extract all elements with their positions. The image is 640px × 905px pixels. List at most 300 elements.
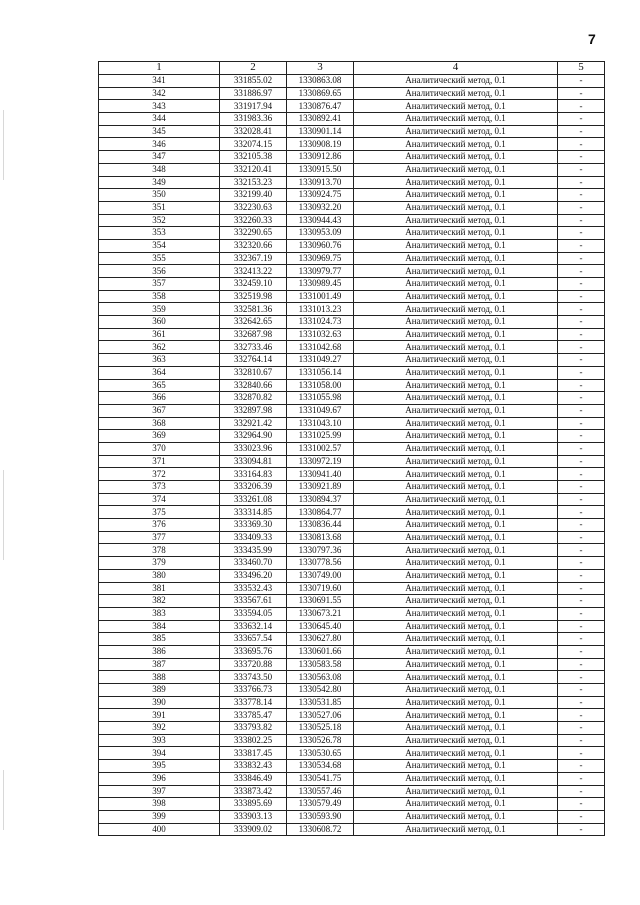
note-cell: - (558, 227, 605, 240)
y-coordinate-cell: 1330921.89 (287, 481, 354, 494)
point-number-cell: 391 (99, 709, 220, 722)
method-cell: Аналитический метод, 0.1 (354, 227, 558, 240)
note-cell: - (558, 113, 605, 126)
table-row (99, 151, 605, 164)
method-cell: Аналитический метод, 0.1 (354, 810, 558, 823)
point-number-cell: 358 (99, 290, 220, 303)
point-number-cell: 369 (99, 430, 220, 443)
x-coordinate-cell: 333206.39 (220, 481, 287, 494)
point-number-cell: 345 (99, 125, 220, 138)
note-cell: - (558, 493, 605, 506)
x-coordinate-cell: 333909.02 (220, 823, 287, 836)
x-coordinate-cell: 333720.88 (220, 658, 287, 671)
y-coordinate-cell: 1330645.40 (287, 620, 354, 633)
x-coordinate-cell: 332810.67 (220, 366, 287, 379)
note-cell: - (558, 633, 605, 646)
y-coordinate-cell: 1330901.14 (287, 125, 354, 138)
method-cell: Аналитический метод, 0.1 (354, 582, 558, 595)
method-cell: Аналитический метод, 0.1 (354, 252, 558, 265)
note-cell: - (558, 151, 605, 164)
table-row (99, 87, 605, 100)
table-row (99, 100, 605, 113)
method-cell: Аналитический метод, 0.1 (354, 747, 558, 760)
header-col-1: 1 (99, 62, 220, 75)
method-cell: Аналитический метод, 0.1 (354, 328, 558, 341)
note-cell: - (558, 328, 605, 341)
table-row (99, 252, 605, 265)
y-coordinate-cell: 1331042.68 (287, 341, 354, 354)
note-cell: - (558, 189, 605, 202)
x-coordinate-cell: 332733.46 (220, 341, 287, 354)
x-coordinate-cell: 332199.40 (220, 189, 287, 202)
y-coordinate-cell: 1330912.86 (287, 151, 354, 164)
x-coordinate-cell: 332764.14 (220, 354, 287, 367)
method-cell: Аналитический метод, 0.1 (354, 633, 558, 646)
table-row (99, 531, 605, 544)
method-cell: Аналитический метод, 0.1 (354, 290, 558, 303)
note-cell: - (558, 684, 605, 697)
x-coordinate-cell: 331886.97 (220, 87, 287, 100)
y-coordinate-cell: 1331032.63 (287, 328, 354, 341)
note-cell: - (558, 671, 605, 684)
method-cell: Аналитический метод, 0.1 (354, 163, 558, 176)
table-row (99, 404, 605, 417)
x-coordinate-cell: 333261.08 (220, 493, 287, 506)
method-cell: Аналитический метод, 0.1 (354, 658, 558, 671)
table-row (99, 506, 605, 519)
method-cell: Аналитический метод, 0.1 (354, 392, 558, 405)
y-coordinate-cell: 1330530.65 (287, 747, 354, 760)
y-coordinate-cell: 1330749.00 (287, 569, 354, 582)
x-coordinate-cell: 332320.66 (220, 239, 287, 252)
point-number-cell: 377 (99, 531, 220, 544)
note-cell: - (558, 595, 605, 608)
method-cell: Аналитический метод, 0.1 (354, 278, 558, 291)
y-coordinate-cell: 1331058.00 (287, 379, 354, 392)
note-cell: - (558, 252, 605, 265)
x-coordinate-cell: 333532.43 (220, 582, 287, 595)
table-row (99, 201, 605, 214)
x-coordinate-cell: 333460.70 (220, 557, 287, 570)
x-coordinate-cell: 332120.41 (220, 163, 287, 176)
table-row (99, 772, 605, 785)
y-coordinate-cell: 1331013.23 (287, 303, 354, 316)
table-row (99, 214, 605, 227)
table-row (99, 278, 605, 291)
method-cell: Аналитический метод, 0.1 (354, 481, 558, 494)
note-cell: - (558, 785, 605, 798)
x-coordinate-cell: 333766.73 (220, 684, 287, 697)
point-number-cell: 359 (99, 303, 220, 316)
point-number-cell: 388 (99, 671, 220, 684)
point-number-cell: 356 (99, 265, 220, 278)
table-row (99, 734, 605, 747)
note-cell: - (558, 658, 605, 671)
table-row (99, 189, 605, 202)
x-coordinate-cell: 332367.19 (220, 252, 287, 265)
point-number-cell: 365 (99, 379, 220, 392)
point-number-cell: 362 (99, 341, 220, 354)
method-cell: Аналитический метод, 0.1 (354, 87, 558, 100)
note-cell: - (558, 278, 605, 291)
x-coordinate-cell: 333903.13 (220, 810, 287, 823)
y-coordinate-cell: 1330869.65 (287, 87, 354, 100)
y-coordinate-cell: 1330813.68 (287, 531, 354, 544)
table-row (99, 366, 605, 379)
table-row (99, 722, 605, 735)
note-cell: - (558, 582, 605, 595)
y-coordinate-cell: 1330563.08 (287, 671, 354, 684)
method-cell: Аналитический метод, 0.1 (354, 113, 558, 126)
point-number-cell: 395 (99, 760, 220, 773)
table-row (99, 798, 605, 811)
x-coordinate-cell: 332921.42 (220, 417, 287, 430)
method-cell: Аналитический метод, 0.1 (354, 506, 558, 519)
note-cell: - (558, 138, 605, 151)
note-cell: - (558, 366, 605, 379)
y-coordinate-cell: 1331001.49 (287, 290, 354, 303)
y-coordinate-cell: 1330972.19 (287, 455, 354, 468)
note-cell: - (558, 125, 605, 138)
y-coordinate-cell: 1330953.09 (287, 227, 354, 240)
page-number: 7 (588, 31, 596, 47)
x-coordinate-cell: 333632.14 (220, 620, 287, 633)
point-number-cell: 371 (99, 455, 220, 468)
method-cell: Аналитический метод, 0.1 (354, 176, 558, 189)
x-coordinate-cell: 332074.15 (220, 138, 287, 151)
method-cell: Аналитический метод, 0.1 (354, 303, 558, 316)
point-number-cell: 363 (99, 354, 220, 367)
note-cell: - (558, 163, 605, 176)
note-cell: - (558, 734, 605, 747)
note-cell: - (558, 823, 605, 836)
method-cell: Аналитический метод, 0.1 (354, 645, 558, 658)
note-cell: - (558, 772, 605, 785)
table-row (99, 607, 605, 620)
point-number-cell: 367 (99, 404, 220, 417)
y-coordinate-cell: 1330541.75 (287, 772, 354, 785)
point-number-cell: 357 (99, 278, 220, 291)
point-number-cell: 355 (99, 252, 220, 265)
note-cell: - (558, 379, 605, 392)
method-cell: Аналитический метод, 0.1 (354, 341, 558, 354)
method-cell: Аналитический метод, 0.1 (354, 379, 558, 392)
point-number-cell: 354 (99, 239, 220, 252)
point-number-cell: 394 (99, 747, 220, 760)
method-cell: Аналитический метод, 0.1 (354, 442, 558, 455)
point-number-cell: 370 (99, 442, 220, 455)
point-number-cell: 390 (99, 696, 220, 709)
x-coordinate-cell: 332642.65 (220, 316, 287, 329)
note-cell: - (558, 481, 605, 494)
note-cell: - (558, 519, 605, 532)
table-row (99, 481, 605, 494)
y-coordinate-cell: 1330924.75 (287, 189, 354, 202)
note-cell: - (558, 442, 605, 455)
x-coordinate-cell: 333314.85 (220, 506, 287, 519)
x-coordinate-cell: 332964.90 (220, 430, 287, 443)
method-cell: Аналитический метод, 0.1 (354, 417, 558, 430)
method-cell: Аналитический метод, 0.1 (354, 75, 558, 88)
method-cell: Аналитический метод, 0.1 (354, 100, 558, 113)
method-cell: Аналитический метод, 0.1 (354, 531, 558, 544)
method-cell: Аналитический метод, 0.1 (354, 709, 558, 722)
y-coordinate-cell: 1331002.57 (287, 442, 354, 455)
point-number-cell: 373 (99, 481, 220, 494)
method-cell: Аналитический метод, 0.1 (354, 265, 558, 278)
note-cell: - (558, 722, 605, 735)
header-col-2: 2 (220, 62, 287, 75)
header-col-3: 3 (287, 62, 354, 75)
x-coordinate-cell: 331855.02 (220, 75, 287, 88)
x-coordinate-cell: 332260.33 (220, 214, 287, 227)
header-col-5: 5 (558, 62, 605, 75)
note-cell: - (558, 798, 605, 811)
note-cell: - (558, 214, 605, 227)
x-coordinate-cell: 332230.63 (220, 201, 287, 214)
note-cell: - (558, 404, 605, 417)
table-row (99, 125, 605, 138)
note-cell: - (558, 87, 605, 100)
y-coordinate-cell: 1330557.46 (287, 785, 354, 798)
y-coordinate-cell: 1331025.99 (287, 430, 354, 443)
y-coordinate-cell: 1330960.76 (287, 239, 354, 252)
note-cell: - (558, 303, 605, 316)
point-number-cell: 381 (99, 582, 220, 595)
table-row (99, 430, 605, 443)
table-row (99, 138, 605, 151)
note-cell: - (558, 341, 605, 354)
table-row (99, 354, 605, 367)
y-coordinate-cell: 1330989.45 (287, 278, 354, 291)
method-cell: Аналитический метод, 0.1 (354, 151, 558, 164)
y-coordinate-cell: 1330525.18 (287, 722, 354, 735)
x-coordinate-cell: 333832.43 (220, 760, 287, 773)
point-number-cell: 387 (99, 658, 220, 671)
x-coordinate-cell: 333895.69 (220, 798, 287, 811)
table-row (99, 519, 605, 532)
x-coordinate-cell: 332519.98 (220, 290, 287, 303)
table-row (99, 341, 605, 354)
y-coordinate-cell: 1331049.27 (287, 354, 354, 367)
method-cell: Аналитический метод, 0.1 (354, 772, 558, 785)
table-row (99, 316, 605, 329)
method-cell: Аналитический метод, 0.1 (354, 798, 558, 811)
method-cell: Аналитический метод, 0.1 (354, 455, 558, 468)
point-number-cell: 396 (99, 772, 220, 785)
coordinates-table (98, 61, 605, 836)
method-cell: Аналитический метод, 0.1 (354, 544, 558, 557)
table-row (99, 417, 605, 430)
y-coordinate-cell: 1330691.55 (287, 595, 354, 608)
y-coordinate-cell: 1330836.44 (287, 519, 354, 532)
y-coordinate-cell: 1330719.60 (287, 582, 354, 595)
y-coordinate-cell: 1330542.80 (287, 684, 354, 697)
table-row (99, 239, 605, 252)
method-cell: Аналитический метод, 0.1 (354, 671, 558, 684)
x-coordinate-cell: 332290.65 (220, 227, 287, 240)
header-col-4: 4 (354, 62, 558, 75)
method-cell: Аналитический метод, 0.1 (354, 366, 558, 379)
y-coordinate-cell: 1330944.43 (287, 214, 354, 227)
table-row (99, 569, 605, 582)
note-cell: - (558, 569, 605, 582)
table-row (99, 684, 605, 697)
method-cell: Аналитический метод, 0.1 (354, 214, 558, 227)
table-row (99, 658, 605, 671)
y-coordinate-cell: 1331024.73 (287, 316, 354, 329)
y-coordinate-cell: 1330892.41 (287, 113, 354, 126)
note-cell: - (558, 392, 605, 405)
x-coordinate-cell: 332687.98 (220, 328, 287, 341)
point-number-cell: 386 (99, 645, 220, 658)
x-coordinate-cell: 331983.36 (220, 113, 287, 126)
method-cell: Аналитический метод, 0.1 (354, 189, 558, 202)
note-cell: - (558, 265, 605, 278)
point-number-cell: 346 (99, 138, 220, 151)
y-coordinate-cell: 1330627.80 (287, 633, 354, 646)
note-cell: - (558, 354, 605, 367)
table-row (99, 696, 605, 709)
point-number-cell: 352 (99, 214, 220, 227)
y-coordinate-cell: 1330527.06 (287, 709, 354, 722)
method-cell: Аналитический метод, 0.1 (354, 557, 558, 570)
table-row (99, 163, 605, 176)
point-number-cell: 382 (99, 595, 220, 608)
method-cell: Аналитический метод, 0.1 (354, 354, 558, 367)
point-number-cell: 351 (99, 201, 220, 214)
point-number-cell: 375 (99, 506, 220, 519)
x-coordinate-cell: 333873.42 (220, 785, 287, 798)
table-row (99, 785, 605, 798)
y-coordinate-cell: 1330526.78 (287, 734, 354, 747)
point-number-cell: 372 (99, 468, 220, 481)
y-coordinate-cell: 1331043.10 (287, 417, 354, 430)
method-cell: Аналитический метод, 0.1 (354, 569, 558, 582)
method-cell: Аналитический метод, 0.1 (354, 620, 558, 633)
note-cell: - (558, 747, 605, 760)
point-number-cell: 397 (99, 785, 220, 798)
table-row (99, 620, 605, 633)
note-cell: - (558, 239, 605, 252)
point-number-cell: 341 (99, 75, 220, 88)
method-cell: Аналитический метод, 0.1 (354, 722, 558, 735)
x-coordinate-cell: 333743.50 (220, 671, 287, 684)
x-coordinate-cell: 333802.25 (220, 734, 287, 747)
y-coordinate-cell: 1330583.58 (287, 658, 354, 671)
point-number-cell: 380 (99, 569, 220, 582)
point-number-cell: 379 (99, 557, 220, 570)
table-row (99, 379, 605, 392)
x-coordinate-cell: 333409.33 (220, 531, 287, 544)
table-body (99, 75, 605, 836)
point-number-cell: 347 (99, 151, 220, 164)
note-cell: - (558, 557, 605, 570)
table-row (99, 810, 605, 823)
point-number-cell: 385 (99, 633, 220, 646)
table-row (99, 176, 605, 189)
scan-edge-mark (3, 470, 4, 560)
note-cell: - (558, 620, 605, 633)
method-cell: Аналитический метод, 0.1 (354, 785, 558, 798)
x-coordinate-cell: 332870.82 (220, 392, 287, 405)
y-coordinate-cell: 1330579.49 (287, 798, 354, 811)
y-coordinate-cell: 1330534.68 (287, 760, 354, 773)
y-coordinate-cell: 1330531.85 (287, 696, 354, 709)
x-coordinate-cell: 333369.30 (220, 519, 287, 532)
table-row (99, 303, 605, 316)
x-coordinate-cell: 333435.99 (220, 544, 287, 557)
y-coordinate-cell: 1330601.66 (287, 645, 354, 658)
note-cell: - (558, 417, 605, 430)
table-row (99, 442, 605, 455)
point-number-cell: 343 (99, 100, 220, 113)
scan-edge-mark (3, 770, 4, 830)
point-number-cell: 342 (99, 87, 220, 100)
y-coordinate-cell: 1330876.47 (287, 100, 354, 113)
x-coordinate-cell: 331917.94 (220, 100, 287, 113)
point-number-cell: 383 (99, 607, 220, 620)
x-coordinate-cell: 333657.54 (220, 633, 287, 646)
point-number-cell: 392 (99, 722, 220, 735)
y-coordinate-cell: 1331055.98 (287, 392, 354, 405)
point-number-cell: 374 (99, 493, 220, 506)
x-coordinate-cell: 333094.81 (220, 455, 287, 468)
table-header-row (99, 62, 605, 75)
table-row (99, 595, 605, 608)
x-coordinate-cell: 332105.38 (220, 151, 287, 164)
y-coordinate-cell: 1330979.77 (287, 265, 354, 278)
method-cell: Аналитический метод, 0.1 (354, 316, 558, 329)
x-coordinate-cell: 332581.36 (220, 303, 287, 316)
method-cell: Аналитический метод, 0.1 (354, 468, 558, 481)
table-row (99, 645, 605, 658)
y-coordinate-cell: 1330797.36 (287, 544, 354, 557)
x-coordinate-cell: 333695.76 (220, 645, 287, 658)
point-number-cell: 364 (99, 366, 220, 379)
y-coordinate-cell: 1330908.19 (287, 138, 354, 151)
x-coordinate-cell: 333023.96 (220, 442, 287, 455)
table-row (99, 113, 605, 126)
y-coordinate-cell: 1330863.08 (287, 75, 354, 88)
x-coordinate-cell: 333793.82 (220, 722, 287, 735)
method-cell: Аналитический метод, 0.1 (354, 823, 558, 836)
y-coordinate-cell: 1330593.90 (287, 810, 354, 823)
point-number-cell: 389 (99, 684, 220, 697)
note-cell: - (558, 607, 605, 620)
x-coordinate-cell: 333594.05 (220, 607, 287, 620)
note-cell: - (558, 455, 605, 468)
point-number-cell: 366 (99, 392, 220, 405)
y-coordinate-cell: 1330894.37 (287, 493, 354, 506)
x-coordinate-cell: 332897.98 (220, 404, 287, 417)
table-row (99, 823, 605, 836)
table-row (99, 290, 605, 303)
y-coordinate-cell: 1330941.40 (287, 468, 354, 481)
table-row (99, 328, 605, 341)
y-coordinate-cell: 1331056.14 (287, 366, 354, 379)
y-coordinate-cell: 1330608.72 (287, 823, 354, 836)
note-cell: - (558, 176, 605, 189)
table-row (99, 75, 605, 88)
table-row (99, 557, 605, 570)
note-cell: - (558, 468, 605, 481)
point-number-cell: 348 (99, 163, 220, 176)
table-row (99, 493, 605, 506)
note-cell: - (558, 531, 605, 544)
method-cell: Аналитический метод, 0.1 (354, 760, 558, 773)
x-coordinate-cell: 333817.45 (220, 747, 287, 760)
